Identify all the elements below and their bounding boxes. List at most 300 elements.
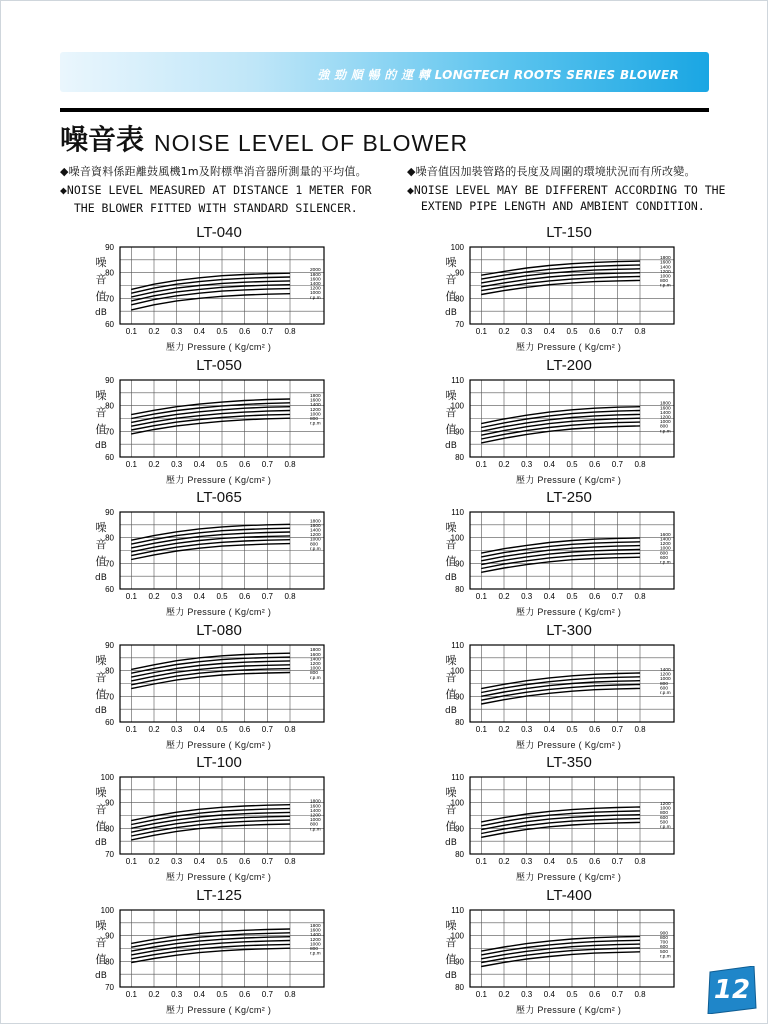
x-tick-label: 0.5 xyxy=(566,460,578,469)
x-tick-label: 0.7 xyxy=(261,725,273,734)
y-axis-label-char: 噪 xyxy=(445,654,457,667)
x-tick-label: 0.6 xyxy=(589,725,601,734)
rpm-label: 1800 xyxy=(660,401,671,407)
x-tick-label: 0.2 xyxy=(498,857,510,866)
x-axis-label: 壓力 Pressure ( Kg/cm² ) xyxy=(516,740,622,750)
rpm-label: 1600 xyxy=(660,260,671,266)
chart-title: LT-150 xyxy=(546,224,592,241)
x-tick-label: 0.8 xyxy=(634,592,646,601)
y-tick-label: 110 xyxy=(451,508,464,517)
y-axis-label-char: 音 xyxy=(95,803,107,816)
y-tick-label: 80 xyxy=(105,533,114,543)
y-tick-label: 80 xyxy=(105,666,114,676)
rpm-label: 1000 xyxy=(310,412,321,418)
y-axis-unit: dB xyxy=(445,706,457,716)
y-tick-label: 90 xyxy=(105,641,114,650)
rpm-label: 800 xyxy=(660,551,669,557)
rpm-label: 600 xyxy=(660,945,669,951)
y-tick-label: 90 xyxy=(105,508,114,517)
x-tick-label: 0.8 xyxy=(284,857,296,866)
rpm-label: 1600 xyxy=(660,532,671,538)
rpm-label: 2000 xyxy=(310,268,321,274)
x-tick-label: 0.2 xyxy=(498,990,510,999)
chart-title: LT-080 xyxy=(196,622,242,639)
rpm-label: 1400 xyxy=(310,403,321,409)
x-tick-label: 0.2 xyxy=(148,592,160,601)
x-tick-label: 0.1 xyxy=(125,857,137,866)
rpm-label: 1000 xyxy=(660,677,671,683)
rpm-unit: r.p.m xyxy=(660,560,671,566)
x-tick-label: 0.5 xyxy=(216,857,228,866)
x-tick-label: 0.5 xyxy=(216,990,228,999)
x-tick-label: 0.8 xyxy=(284,460,296,469)
rpm-label: 800 xyxy=(310,416,319,422)
rpm-label: 500 xyxy=(660,820,669,826)
rpm-label: 1400 xyxy=(310,281,321,287)
page-number: 12 xyxy=(713,975,751,1005)
x-tick-label: 0.2 xyxy=(148,327,160,336)
x-tick-label: 0.1 xyxy=(125,460,137,469)
x-tick-label: 0.2 xyxy=(498,725,510,734)
y-tick-label: 90 xyxy=(105,798,114,808)
x-tick-label: 0.1 xyxy=(475,592,487,601)
chart-title: LT-040 xyxy=(196,224,242,241)
y-axis-label-char: 值 xyxy=(95,555,107,568)
chart-lt-050 xyxy=(88,357,408,485)
noise-plot xyxy=(88,905,338,1005)
rpm-label: 1200 xyxy=(310,662,321,668)
rpm-label: 500 xyxy=(660,949,669,955)
rpm-label: 1800 xyxy=(660,256,671,262)
rpm-label: 1800 xyxy=(310,519,321,525)
x-tick-label: 0.5 xyxy=(216,460,228,469)
x-axis-label: 壓力 Pressure ( Kg/cm² ) xyxy=(166,342,272,352)
x-tick-label: 0.4 xyxy=(193,327,205,336)
x-tick-label: 0.8 xyxy=(634,725,646,734)
noise-plot xyxy=(438,507,688,607)
x-tick-label: 0.8 xyxy=(284,592,296,601)
x-tick-label: 0.5 xyxy=(566,990,578,999)
x-tick-label: 0.7 xyxy=(611,592,623,601)
y-axis-unit: dB xyxy=(95,441,107,451)
rpm-label: 1400 xyxy=(310,657,321,663)
note-right-en-2: EXTEND PIPE LENGTH AND AMBIENT CONDITION. xyxy=(407,199,705,213)
y-axis-label-char: 值 xyxy=(445,688,457,701)
rpm-label: 600 xyxy=(660,555,669,561)
rpm-label: 800 xyxy=(310,946,319,952)
x-axis-label: 壓力 Pressure ( Kg/cm² ) xyxy=(166,607,272,617)
x-tick-label: 0.5 xyxy=(566,725,578,734)
noise-plot xyxy=(438,772,688,872)
noise-plot xyxy=(438,375,688,475)
rpm-label: 1600 xyxy=(310,398,321,404)
x-tick-label: 0.5 xyxy=(566,857,578,866)
y-axis-label-char: 音 xyxy=(445,406,457,419)
y-tick-label: 70 xyxy=(105,983,114,992)
x-tick-label: 0.8 xyxy=(284,990,296,999)
y-tick-label: 90 xyxy=(105,243,114,252)
y-axis-label-char: 值 xyxy=(95,820,107,833)
noise-plot xyxy=(88,375,338,475)
x-tick-label: 0.3 xyxy=(521,857,533,866)
y-tick-label: 100 xyxy=(450,401,464,411)
rpm-label: 800 xyxy=(660,424,669,430)
y-tick-label: 70 xyxy=(455,320,464,329)
rpm-label: 800 xyxy=(310,822,319,828)
series-line-800 xyxy=(131,824,290,840)
x-tick-label: 0.2 xyxy=(148,460,160,469)
x-tick-label: 0.7 xyxy=(611,460,623,469)
rpm-label: 600 xyxy=(660,686,669,692)
rpm-unit: r.p.m xyxy=(660,954,671,960)
x-tick-label: 0.4 xyxy=(543,460,555,469)
rpm-label: 1000 xyxy=(660,274,671,280)
note-left-zh: ◆噪音資料係距離鼓風機1m及附標準消音器所測量的平均值。 xyxy=(60,165,367,178)
chart-lt-150 xyxy=(438,224,758,352)
y-tick-label: 80 xyxy=(455,294,464,304)
x-axis-label: 壓力 Pressure ( Kg/cm² ) xyxy=(166,1005,272,1015)
y-tick-label: 100 xyxy=(100,773,114,782)
rpm-label: 1200 xyxy=(310,286,321,292)
x-tick-label: 0.3 xyxy=(171,990,183,999)
y-axis-label-char: 音 xyxy=(445,538,457,551)
x-tick-label: 0.4 xyxy=(543,327,555,336)
y-tick-label: 110 xyxy=(451,641,464,650)
x-tick-label: 0.7 xyxy=(261,592,273,601)
rpm-label: 800 xyxy=(310,671,319,677)
y-axis-label-char: 音 xyxy=(445,936,457,949)
x-tick-label: 0.3 xyxy=(521,725,533,734)
chart-lt-100 xyxy=(88,754,408,882)
chart-lt-125 xyxy=(88,887,408,1015)
banner-text: 強 勁 順 暢 的 運 轉 LONGTECH ROOTS SERIES BLOWER xyxy=(317,68,679,82)
x-tick-label: 0.6 xyxy=(239,592,251,601)
x-tick-label: 0.6 xyxy=(589,857,601,866)
x-tick-label: 0.3 xyxy=(171,857,183,866)
rpm-label: 600 xyxy=(660,815,669,821)
chart-title: LT-065 xyxy=(196,489,242,506)
x-tick-label: 0.5 xyxy=(566,327,578,336)
x-tick-label: 0.1 xyxy=(475,990,487,999)
x-tick-label: 0.6 xyxy=(589,990,601,999)
x-tick-label: 0.2 xyxy=(148,725,160,734)
y-tick-label: 60 xyxy=(105,718,114,727)
y-axis-label-char: 噪 xyxy=(445,256,457,269)
x-tick-label: 0.6 xyxy=(589,592,601,601)
y-axis-unit: dB xyxy=(445,573,457,583)
page-title-zh: 噪音表 xyxy=(60,123,145,156)
y-tick-label: 80 xyxy=(455,718,464,727)
y-tick-label: 60 xyxy=(105,453,114,462)
rpm-label: 1200 xyxy=(660,672,671,678)
y-tick-label: 80 xyxy=(455,850,464,859)
x-tick-label: 0.4 xyxy=(193,857,205,866)
y-axis-unit: dB xyxy=(95,308,107,318)
rpm-unit: r.p.m xyxy=(660,429,671,435)
y-axis-label-char: 噪 xyxy=(95,389,107,402)
y-axis-label-char: 值 xyxy=(445,290,457,303)
rpm-label: 1800 xyxy=(310,648,321,654)
x-axis-label: 壓力 Pressure ( Kg/cm² ) xyxy=(516,475,622,485)
rpm-label: 900 xyxy=(660,931,669,937)
rpm-label: 1200 xyxy=(660,542,671,548)
rpm-unit: r.p.m xyxy=(310,675,321,681)
y-axis-label-char: 噪 xyxy=(95,256,107,269)
x-tick-label: 0.1 xyxy=(125,327,137,336)
x-tick-label: 0.6 xyxy=(589,327,601,336)
x-tick-label: 0.3 xyxy=(521,990,533,999)
y-axis-label-char: 噪 xyxy=(445,389,457,402)
y-axis-label-char: 值 xyxy=(445,820,457,833)
x-tick-label: 0.1 xyxy=(475,460,487,469)
x-tick-label: 0.1 xyxy=(475,725,487,734)
x-tick-label: 0.7 xyxy=(261,857,273,866)
y-tick-label: 80 xyxy=(105,401,114,411)
y-axis-label-char: 值 xyxy=(95,423,107,436)
x-tick-label: 0.7 xyxy=(611,327,623,336)
rpm-label: 800 xyxy=(660,811,669,817)
rpm-label: 1800 xyxy=(310,393,321,399)
y-tick-label: 90 xyxy=(455,427,464,437)
x-tick-label: 0.8 xyxy=(284,725,296,734)
x-tick-label: 0.4 xyxy=(543,857,555,866)
y-axis-label-char: 值 xyxy=(95,688,107,701)
page-number-badge xyxy=(706,966,758,1014)
y-axis-label-char: 音 xyxy=(95,273,107,286)
rpm-label: 1600 xyxy=(310,928,321,934)
chart-title: LT-300 xyxy=(546,622,592,639)
rpm-label: 800 xyxy=(660,681,669,687)
y-axis-label-char: 音 xyxy=(445,671,457,684)
x-tick-label: 0.7 xyxy=(611,725,623,734)
rpm-label: 1000 xyxy=(310,537,321,543)
x-tick-label: 0.1 xyxy=(475,327,487,336)
rpm-label: 1600 xyxy=(310,652,321,658)
rpm-label: 1400 xyxy=(310,808,321,814)
chart-title: LT-050 xyxy=(196,357,242,374)
x-tick-label: 0.3 xyxy=(171,725,183,734)
x-tick-label: 0.4 xyxy=(543,990,555,999)
rpm-label: 1000 xyxy=(660,420,671,426)
y-tick-label: 80 xyxy=(105,824,114,834)
y-axis-unit: dB xyxy=(445,441,457,451)
rpm-unit: r.p.m xyxy=(310,546,321,552)
x-tick-label: 0.1 xyxy=(125,725,137,734)
x-axis-label: 壓力 Pressure ( Kg/cm² ) xyxy=(516,1005,622,1015)
x-tick-label: 0.2 xyxy=(498,592,510,601)
y-axis-label-char: 噪 xyxy=(95,919,107,932)
y-axis-unit: dB xyxy=(445,308,457,318)
note-left-en-1: ◆NOISE LEVEL MEASURED AT DISTANCE 1 METER FOR xyxy=(60,183,372,197)
note-left-en-2: THE BLOWER FITTED WITH STANDARD SILENCER. xyxy=(60,201,358,215)
rpm-label: 1000 xyxy=(310,666,321,672)
y-axis-label-char: 噪 xyxy=(95,654,107,667)
y-tick-label: 90 xyxy=(455,268,464,278)
x-tick-label: 0.7 xyxy=(261,460,273,469)
rpm-unit: r.p.m xyxy=(660,283,671,289)
y-tick-label: 70 xyxy=(105,427,114,437)
rpm-unit: r.p.m xyxy=(660,690,671,696)
rpm-label: 1200 xyxy=(310,533,321,539)
rpm-label: 1600 xyxy=(310,523,321,529)
y-axis-label-char: 值 xyxy=(445,555,457,568)
rpm-label: 1200 xyxy=(660,802,671,808)
y-tick-label: 90 xyxy=(455,692,464,702)
y-axis-label-char: 噪 xyxy=(95,521,107,534)
rpm-label: 1200 xyxy=(310,937,321,943)
x-tick-label: 0.8 xyxy=(284,327,296,336)
rpm-label: 1000 xyxy=(310,818,321,824)
header-rule xyxy=(60,108,709,112)
x-tick-label: 0.1 xyxy=(125,990,137,999)
rpm-label: 1600 xyxy=(310,277,321,283)
x-axis-label: 壓力 Pressure ( Kg/cm² ) xyxy=(516,872,622,882)
rpm-label: 1000 xyxy=(660,806,671,812)
y-axis-unit: dB xyxy=(95,971,107,981)
x-tick-label: 0.5 xyxy=(216,725,228,734)
x-tick-label: 0.3 xyxy=(521,327,533,336)
x-tick-label: 0.8 xyxy=(634,857,646,866)
y-axis-unit: dB xyxy=(95,573,107,583)
x-tick-label: 0.8 xyxy=(634,990,646,999)
x-axis-label: 壓力 Pressure ( Kg/cm² ) xyxy=(166,740,272,750)
rpm-label: 800 xyxy=(660,279,669,285)
x-tick-label: 0.2 xyxy=(498,327,510,336)
header-banner xyxy=(60,52,709,92)
x-tick-label: 0.4 xyxy=(543,592,555,601)
x-tick-label: 0.2 xyxy=(148,857,160,866)
rpm-label: 1400 xyxy=(660,410,671,416)
page-title xyxy=(60,124,468,158)
y-axis-label-char: 值 xyxy=(445,423,457,436)
chart-title: LT-125 xyxy=(196,887,242,904)
rpm-label: 1400 xyxy=(660,537,671,543)
x-tick-label: 0.2 xyxy=(148,990,160,999)
rpm-label: 1800 xyxy=(310,799,321,805)
rpm-unit: r.p.m xyxy=(660,825,671,831)
chart-title: LT-400 xyxy=(546,887,592,904)
x-tick-label: 0.5 xyxy=(216,592,228,601)
x-tick-label: 0.1 xyxy=(125,592,137,601)
y-axis-label-char: 噪 xyxy=(95,786,107,799)
y-axis-unit: dB xyxy=(95,838,107,848)
y-axis-label-char: 值 xyxy=(445,953,457,966)
y-axis-label-char: 音 xyxy=(95,671,107,684)
noise-plot xyxy=(438,640,688,740)
noise-plot xyxy=(88,507,338,607)
y-tick-label: 90 xyxy=(105,931,114,941)
noise-plot xyxy=(88,242,338,342)
y-tick-label: 60 xyxy=(105,320,114,329)
y-tick-label: 80 xyxy=(455,983,464,992)
y-tick-label: 110 xyxy=(451,376,464,385)
chart-title: LT-200 xyxy=(546,357,592,374)
noise-plot xyxy=(88,640,338,740)
page-title-en: NOISE LEVEL OF BLOWER xyxy=(154,130,469,156)
rpm-label: 1400 xyxy=(310,528,321,534)
rpm-label: 800 xyxy=(660,936,669,942)
x-tick-label: 0.4 xyxy=(193,592,205,601)
chart-title: LT-100 xyxy=(196,754,242,771)
chart-title: LT-250 xyxy=(546,489,592,506)
y-tick-label: 90 xyxy=(455,824,464,834)
x-tick-label: 0.6 xyxy=(239,990,251,999)
x-axis-label: 壓力 Pressure ( Kg/cm² ) xyxy=(516,342,622,352)
y-tick-label: 70 xyxy=(105,850,114,859)
x-axis-label: 壓力 Pressure ( Kg/cm² ) xyxy=(166,872,272,882)
x-tick-label: 0.6 xyxy=(239,327,251,336)
y-tick-label: 100 xyxy=(450,798,464,808)
x-tick-label: 0.1 xyxy=(475,857,487,866)
y-tick-label: 70 xyxy=(105,294,114,304)
rpm-label: 1000 xyxy=(310,942,321,948)
x-tick-label: 0.6 xyxy=(239,460,251,469)
x-tick-label: 0.7 xyxy=(611,857,623,866)
chart-lt-065 xyxy=(88,489,408,617)
y-axis-label-char: 噪 xyxy=(445,919,457,932)
x-tick-label: 0.8 xyxy=(634,460,646,469)
x-tick-label: 0.4 xyxy=(193,460,205,469)
y-axis-label-char: 音 xyxy=(95,538,107,551)
y-tick-label: 100 xyxy=(450,243,464,252)
x-tick-label: 0.2 xyxy=(498,460,510,469)
y-axis-label-char: 音 xyxy=(95,406,107,419)
chart-lt-300 xyxy=(438,622,758,750)
x-axis-label: 壓力 Pressure ( Kg/cm² ) xyxy=(166,475,272,485)
rpm-label: 1800 xyxy=(310,272,321,278)
y-axis-label-char: 噪 xyxy=(445,521,457,534)
y-axis-unit: dB xyxy=(445,971,457,981)
x-tick-label: 0.6 xyxy=(239,725,251,734)
rpm-label: 1800 xyxy=(310,923,321,929)
y-axis-label-char: 值 xyxy=(95,953,107,966)
x-tick-label: 0.4 xyxy=(543,725,555,734)
y-axis-label-char: 音 xyxy=(445,803,457,816)
x-axis-label: 壓力 Pressure ( Kg/cm² ) xyxy=(516,607,622,617)
x-tick-label: 0.7 xyxy=(261,990,273,999)
rpm-label: 800 xyxy=(310,542,319,548)
y-tick-label: 90 xyxy=(455,957,464,967)
rpm-label: 1200 xyxy=(310,407,321,413)
rpm-label: 1400 xyxy=(660,667,671,673)
y-axis-label-char: 噪 xyxy=(445,786,457,799)
y-axis-unit: dB xyxy=(95,706,107,716)
x-tick-label: 0.4 xyxy=(193,725,205,734)
y-tick-label: 60 xyxy=(105,585,114,594)
y-tick-label: 80 xyxy=(105,957,114,967)
y-tick-label: 110 xyxy=(451,906,464,915)
chart-lt-200 xyxy=(438,357,758,485)
rpm-label: 1400 xyxy=(310,933,321,939)
x-tick-label: 0.5 xyxy=(566,592,578,601)
y-tick-label: 100 xyxy=(100,906,114,915)
note-right-zh: ◆噪音值因加裝管路的長度及周圍的環境狀況而有所改變。 xyxy=(407,165,696,178)
chart-lt-080 xyxy=(88,622,408,750)
y-tick-label: 70 xyxy=(105,559,114,569)
rpm-label: 1000 xyxy=(310,291,321,297)
rpm-label: 1600 xyxy=(660,406,671,412)
x-tick-label: 0.3 xyxy=(171,327,183,336)
x-tick-label: 0.3 xyxy=(521,460,533,469)
y-tick-label: 100 xyxy=(450,533,464,543)
x-tick-label: 0.6 xyxy=(239,857,251,866)
y-tick-label: 90 xyxy=(105,376,114,385)
rpm-label: 1200 xyxy=(660,269,671,275)
series-line-800 xyxy=(131,544,290,560)
rpm-label: 700 xyxy=(660,940,669,946)
x-tick-label: 0.6 xyxy=(589,460,601,469)
y-tick-label: 80 xyxy=(455,585,464,594)
